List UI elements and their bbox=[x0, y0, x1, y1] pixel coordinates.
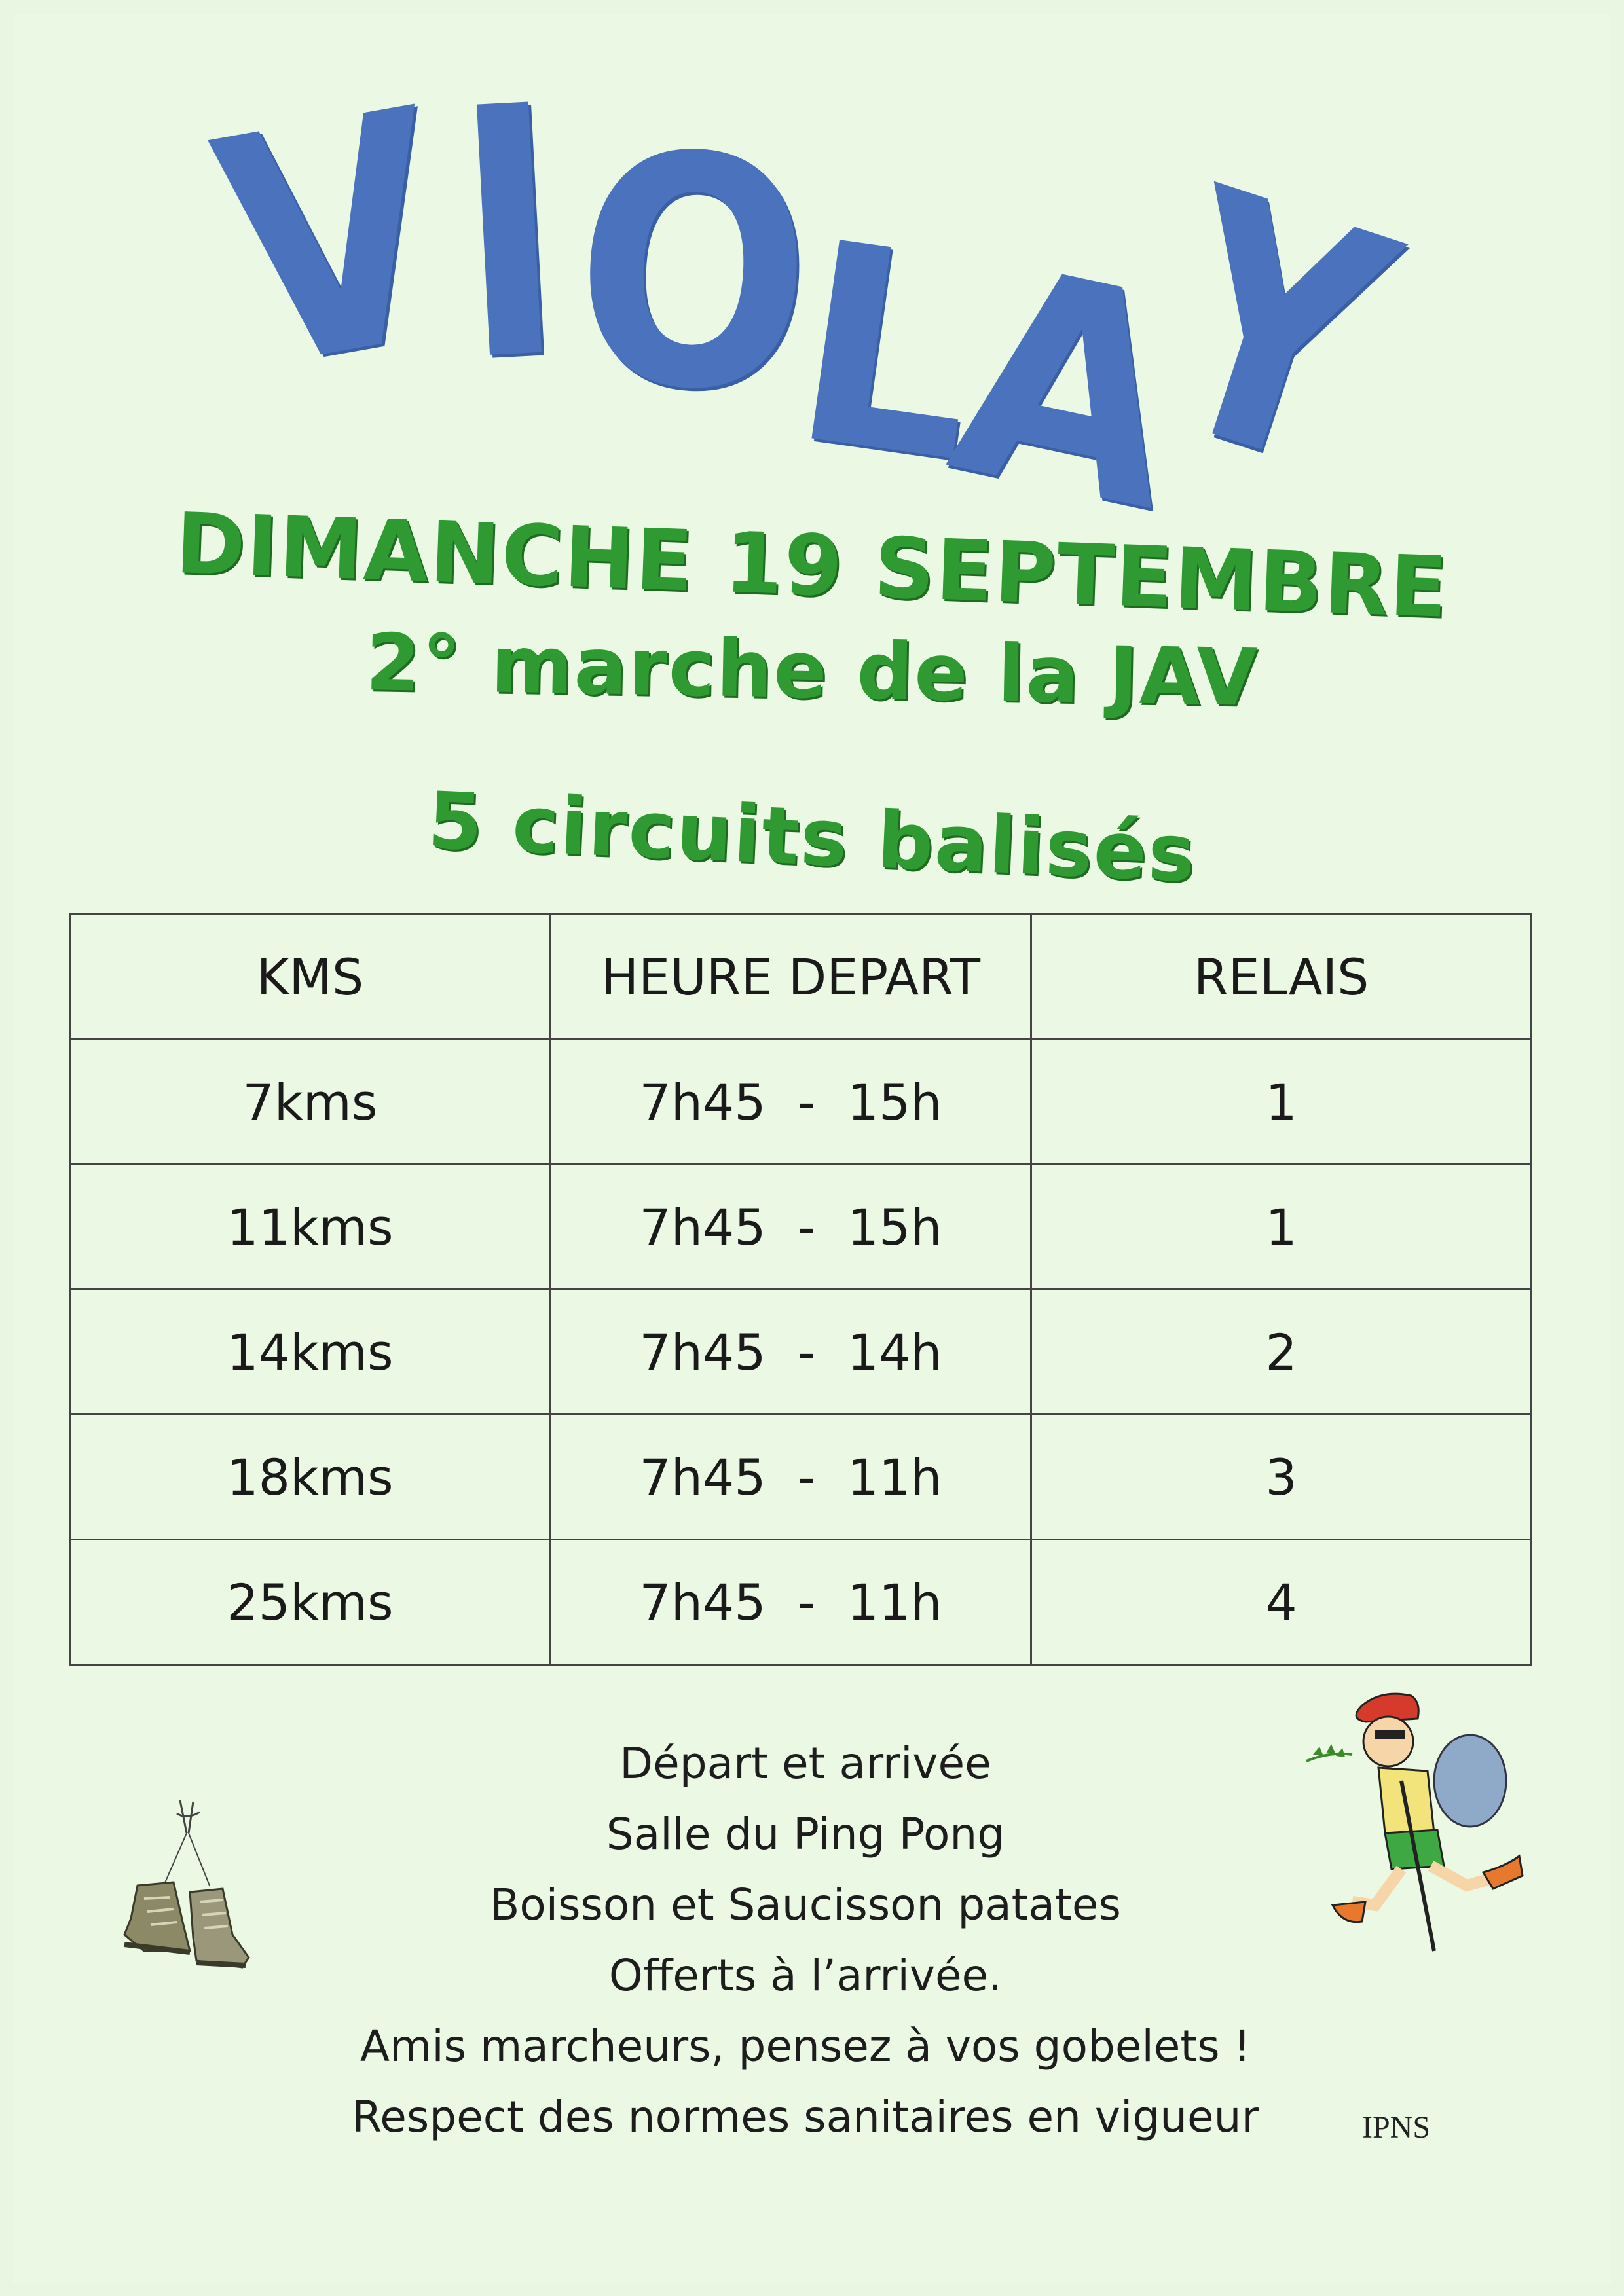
cell-kms: 14kms bbox=[70, 1290, 551, 1415]
table-header-row bbox=[70, 915, 1532, 1040]
cell-heure: 7h45 - 11h bbox=[550, 1540, 1031, 1665]
event-date: DIMANCHE 19 SEPTEMBRE bbox=[174, 495, 1450, 637]
cell-relais: 1 bbox=[1031, 1040, 1532, 1165]
title-letter-v: V bbox=[195, 42, 470, 442]
table-row bbox=[70, 1290, 1532, 1415]
event-info bbox=[216, 1728, 1395, 2153]
table-row bbox=[70, 1040, 1532, 1165]
info-line-depart: Départ et arrivée bbox=[619, 1738, 991, 1789]
circuits-table bbox=[69, 913, 1532, 1666]
title-letter-a: A bbox=[930, 202, 1208, 576]
ipns-mark: IPNS bbox=[1362, 2110, 1431, 2145]
info-line-gobelets: Amis marcheurs, pensez à vos gobelets ! bbox=[360, 2021, 1251, 2071]
header-kms: KMS bbox=[70, 915, 551, 1040]
info-line-offerts: Offerts à l’arrivée. bbox=[608, 1950, 1003, 2001]
info-line-boisson: Boisson et Saucisson patates bbox=[490, 1880, 1121, 1930]
table-row bbox=[70, 1540, 1532, 1665]
cell-kms: 18kms bbox=[70, 1415, 551, 1540]
cell-kms: 7kms bbox=[70, 1040, 551, 1165]
cell-heure: 7h45 - 14h bbox=[550, 1290, 1031, 1415]
cell-relais: 3 bbox=[1031, 1415, 1532, 1540]
cell-heure: 7h45 - 15h bbox=[550, 1165, 1031, 1290]
header-heure-depart: HEURE DEPART bbox=[550, 915, 1031, 1040]
title-letter-y: Y bbox=[1117, 120, 1426, 547]
title-letter-l: L bbox=[777, 182, 996, 524]
cell-heure: 7h45 - 15h bbox=[550, 1040, 1031, 1165]
table-row bbox=[70, 1165, 1532, 1290]
cell-relais: 4 bbox=[1031, 1540, 1532, 1665]
cell-heure: 7h45 - 11h bbox=[550, 1415, 1031, 1540]
cell-kms: 11kms bbox=[70, 1165, 551, 1290]
title-letter-o: O bbox=[566, 84, 820, 465]
cell-relais: 2 bbox=[1031, 1290, 1532, 1415]
cell-kms: 25kms bbox=[70, 1540, 551, 1665]
title-letter-i: I bbox=[448, 33, 572, 438]
cell-relais: 1 bbox=[1031, 1165, 1532, 1290]
info-line-salle: Salle du Ping Pong bbox=[606, 1809, 1005, 1859]
event-name: 2° marche de la JAV bbox=[365, 617, 1259, 724]
info-line-normes: Respect des normes sanitaires en vigueur bbox=[352, 2092, 1259, 2142]
header-relais: RELAIS bbox=[1031, 915, 1532, 1040]
table-row bbox=[70, 1415, 1532, 1540]
circuits-heading: 5 circuits balisés bbox=[426, 775, 1198, 900]
